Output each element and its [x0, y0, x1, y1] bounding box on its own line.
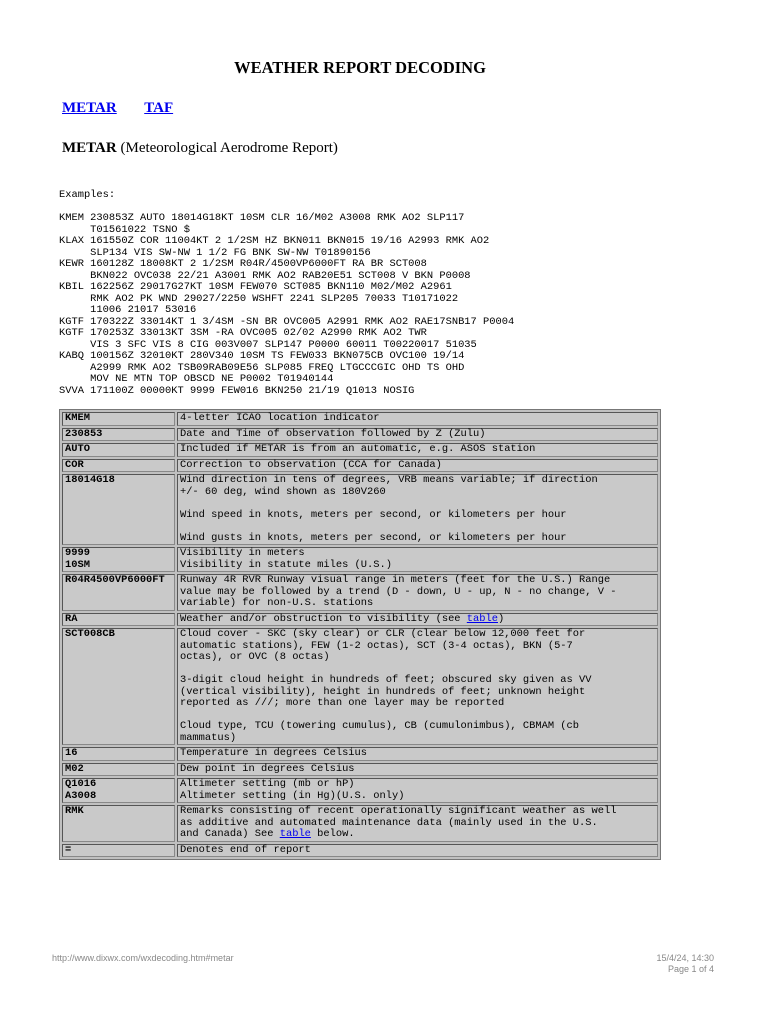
code-cell: 16 [62, 747, 175, 761]
section-heading-rest: (Meteorological Aerodrome Report) [116, 140, 338, 156]
description-cell [177, 613, 658, 627]
section-heading [62, 140, 338, 157]
code-cell: 9999 10SM [62, 547, 175, 572]
description-cell: Date and Time of observation followed by Z (Zulu) [177, 428, 658, 442]
code-cell: R04R4500VP6000FT [62, 574, 175, 611]
print-datetime: 15/4/24, 14:30 [656, 953, 714, 963]
table-row [62, 805, 658, 842]
example-report: KGTF 170322Z 33014KT 1 3/4SM -SN BR OVC005 A2991 RMK AO2 RAE17SNB17 P0004 [59, 315, 515, 328]
table-row [62, 474, 658, 545]
footer-meta [656, 953, 714, 975]
example-report: KGTF 170253Z 33013KT 3SM -RA OVC005 02/02 A2990 RMK AO2 TWR VIS 3 SFC VIS 8 CIG 003V007 SLP147 P0000 60011 T00220017 51035 [59, 327, 477, 351]
code-cell: RMK [62, 805, 175, 842]
description-text: Remarks consisting of recent operationally significant weather as well as additive and automated maintenance data (mainly used in the U.S. and Canada) See [179, 805, 617, 840]
code-cell: AUTO [62, 443, 175, 457]
description-cell: 4-letter ICAO location indicator [177, 412, 658, 426]
examples-block [59, 190, 514, 397]
example-report: KLAX 161550Z COR 11004KT 2 1/2SM HZ BKN011 BKN015 19/16 A2993 RMK AO2 SLP134 VIS SW-NW 1 1/2 FG BNK SW-NW T01890156 [59, 235, 490, 259]
example-report: KBIL 162256Z 29017G27KT 10SM FEW070 SCT085 BKN110 M02/M02 A2961 RMK AO2 PK WND 29027/2250 WSHFT 2241 SLP205 70033 T10171022 11006 21017 53016 [59, 281, 459, 316]
remarks-table-link[interactable]: table [279, 828, 311, 840]
description-cell: Runway 4R RVR Runway visual range in meters (feet for the U.S.) Range value may be followed by a trend (D - down, U - up, N - no change, V - variable) for non-U.S. stations [177, 574, 658, 611]
table-row [62, 628, 658, 745]
description-cell: Cloud cover - SKC (sky clear) or CLR (clear below 12,000 feet for automatic stations), FEW (1-2 octas), SCT (3-4 octas), BKN (5-7 octas), or OVC (8 octas) 3-digit cloud height in hundreds of feet; obscured sky given as VV (vertical visibility), height in hundreds of feet; unknown height reported as ///; more than one layer may be reported Cloud type, TCU (towering cumulus), CB (cumulonimbus), CBMAM (cb mammatus) [177, 628, 658, 745]
table-row [62, 547, 658, 572]
table-row [62, 459, 658, 473]
description-cell: Dew point in degrees Celsius [177, 763, 658, 777]
table-row [62, 763, 658, 777]
description-cell [177, 805, 658, 842]
weather-table-link[interactable]: table [466, 612, 498, 625]
description-cell: Temperature in degrees Celsius [177, 747, 658, 761]
footer-url: http://www.dixwx.com/wxdecoding.htm#metar [52, 953, 234, 963]
code-cell: 18014G18 [62, 474, 175, 545]
example-report: KMEM 230853Z AUTO 18014G18KT 10SM CLR 16/M02 A3008 RMK AO2 SLP117 T01561022 TSNO $ [59, 212, 465, 236]
example-report: SVVA 171100Z 00000KT 9999 FEW016 BKN250 21/19 Q1013 NOSIG [59, 384, 415, 397]
table-row [62, 844, 658, 858]
examples-label: Examples: [59, 189, 116, 201]
page-number: Page 1 of 4 [667, 964, 714, 974]
code-cell: Q1016 A3008 [62, 778, 175, 803]
code-cell: SCT008CB [62, 628, 175, 745]
table-row [62, 747, 658, 761]
code-cell: 230853 [62, 428, 175, 442]
table-row [62, 412, 658, 426]
decode-table [59, 409, 661, 860]
code-cell: COR [62, 459, 175, 473]
description-cell: Included if METAR is from an automatic, e.g. ASOS station [177, 443, 658, 457]
table-row [62, 574, 658, 611]
code-cell: RA [62, 613, 175, 627]
table-row [62, 428, 658, 442]
example-report: KEWR 160128Z 18008KT 2 1/2SM R04R/4500VP6000FT RA BR SCT008 BKN022 OVC038 22/21 A3001 RMK AO2 RAB20E51 SCT008 V BKN P0008 [59, 258, 471, 282]
description-text: ) [497, 612, 505, 625]
description-cell: Altimeter setting (mb or hP) Altimeter setting (in Hg)(U.S. only) [177, 778, 658, 803]
description-text: Weather and/or obstruction to visibility (see [179, 612, 467, 625]
page-title: WEATHER REPORT DECODING [234, 58, 486, 77]
taf-link[interactable]: TAF [144, 100, 174, 116]
example-report: KABQ 100156Z 32010KT 280V340 10SM TS FEW033 BKN075CB OVC100 19/14 A2999 RMK AO2 TSB09RAB09E56 SLP085 FREQ LTGCCCGIC OHD TS OHD MOV NE MTN TOP OBSCD NE P0002 T01940144 [59, 350, 465, 385]
metar-link[interactable]: METAR [62, 100, 117, 116]
code-cell: KMEM [62, 412, 175, 426]
description-text: below. [310, 828, 355, 840]
table-row [62, 443, 658, 457]
description-cell: Wind direction in tens of degrees, VRB means variable; if direction +/- 60 deg, wind shown as 180V260 Wind speed in knots, meters per second, or kilometers per hour Wind gusts in knots, meters per second, or kilometers per hour [177, 474, 658, 545]
description-cell: Denotes end of report [177, 844, 658, 858]
description-cell: Visibility in meters Visibility in statute miles (U.S.) [177, 547, 658, 572]
section-heading-bold: METAR [62, 140, 117, 156]
table-row [62, 613, 658, 627]
section-nav [62, 100, 197, 117]
code-cell: = [62, 844, 175, 858]
code-cell: M02 [62, 763, 175, 777]
table-row [62, 778, 658, 803]
description-cell: Correction to observation (CCA for Canada) [177, 459, 658, 473]
